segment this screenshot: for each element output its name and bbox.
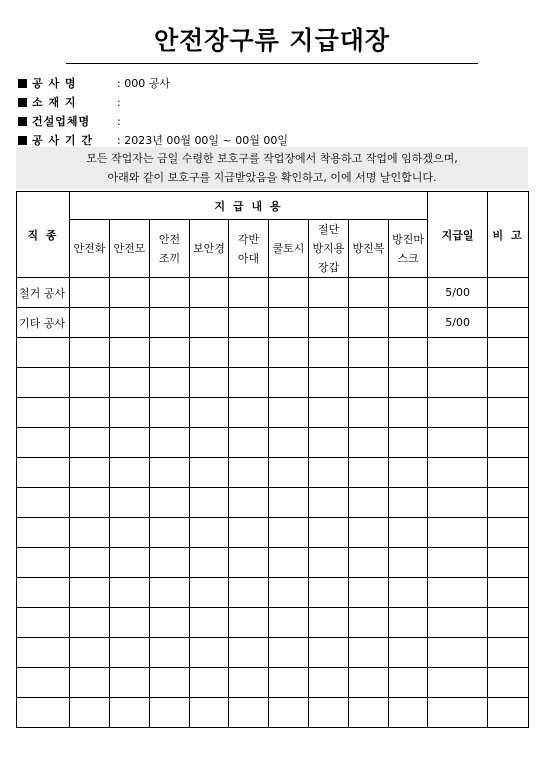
- cell-signature[interactable]: [389, 428, 428, 458]
- cell-signature[interactable]: [309, 488, 349, 518]
- cell-job[interactable]: [17, 608, 70, 638]
- cell-job[interactable]: [17, 398, 70, 428]
- cell-signature[interactable]: [110, 698, 150, 728]
- cell-signature[interactable]: [150, 368, 190, 398]
- cell-signature[interactable]: [269, 428, 309, 458]
- cell-signature[interactable]: [389, 338, 428, 368]
- info-row-company: [18, 112, 288, 131]
- cell-signature[interactable]: [150, 308, 190, 338]
- cell-signature[interactable]: [269, 488, 309, 518]
- table-row: [17, 638, 529, 668]
- cell-signature[interactable]: [110, 368, 150, 398]
- cell-signature[interactable]: [269, 308, 309, 338]
- cell-signature[interactable]: [190, 668, 229, 698]
- cell-signature[interactable]: [269, 698, 309, 728]
- cell-signature[interactable]: [309, 278, 349, 308]
- cell-signature[interactable]: [150, 278, 190, 308]
- info-value: :: [117, 96, 121, 109]
- cell-date[interactable]: [428, 458, 488, 488]
- cell-signature[interactable]: [389, 518, 428, 548]
- cell-note[interactable]: [488, 488, 529, 518]
- cell-job[interactable]: [17, 548, 70, 578]
- cell-signature[interactable]: [229, 338, 269, 368]
- header-item-goggles: 보안경: [190, 220, 229, 278]
- cell-signature[interactable]: [349, 668, 389, 698]
- cell-signature[interactable]: [229, 458, 269, 488]
- cell-note[interactable]: [488, 428, 529, 458]
- cell-date[interactable]: 5/00: [428, 278, 488, 308]
- cell-signature[interactable]: [389, 308, 428, 338]
- square-bullet-icon: [18, 117, 27, 126]
- square-bullet-icon: [18, 136, 27, 145]
- cell-signature[interactable]: [389, 458, 428, 488]
- cell-signature[interactable]: [229, 368, 269, 398]
- project-info: [18, 74, 288, 150]
- cell-signature[interactable]: [309, 518, 349, 548]
- cell-job[interactable]: [17, 578, 70, 608]
- cell-job[interactable]: [17, 338, 70, 368]
- cell-signature[interactable]: [110, 458, 150, 488]
- cell-signature[interactable]: [309, 638, 349, 668]
- cell-signature[interactable]: [269, 638, 309, 668]
- cell-signature[interactable]: [70, 608, 110, 638]
- notice-line: 모든 작업자는 금일 수령한 보호구를 작업장에서 착용하고 작업에 임하겠으며,: [86, 152, 458, 165]
- header-item-safety-vest: 안전 조끼: [150, 220, 190, 278]
- square-bullet-icon: [18, 98, 27, 107]
- info-row-location: [18, 93, 288, 112]
- cell-signature[interactable]: [229, 608, 269, 638]
- cell-signature[interactable]: [110, 488, 150, 518]
- header-note: 비 고: [488, 192, 529, 278]
- cell-date[interactable]: [428, 548, 488, 578]
- cell-signature[interactable]: [269, 608, 309, 638]
- cell-signature[interactable]: [269, 548, 309, 578]
- cell-signature[interactable]: [190, 608, 229, 638]
- cell-signature[interactable]: [70, 518, 110, 548]
- cell-signature[interactable]: [70, 488, 110, 518]
- table-row: [17, 578, 529, 608]
- cell-signature[interactable]: [190, 518, 229, 548]
- cell-signature[interactable]: [309, 398, 349, 428]
- cell-note[interactable]: [488, 698, 529, 728]
- cell-signature[interactable]: [349, 428, 389, 458]
- cell-signature[interactable]: [269, 458, 309, 488]
- cell-signature[interactable]: [269, 278, 309, 308]
- cell-signature[interactable]: [190, 308, 229, 338]
- cell-signature[interactable]: [70, 458, 110, 488]
- cell-job[interactable]: [17, 428, 70, 458]
- cell-date[interactable]: [428, 428, 488, 458]
- cell-signature[interactable]: [110, 428, 150, 458]
- table-row: [17, 518, 529, 548]
- cell-signature[interactable]: [190, 638, 229, 668]
- cell-signature[interactable]: [150, 398, 190, 428]
- info-label: 공 사 기 간: [32, 134, 93, 147]
- info-label: 건설업체명: [32, 115, 91, 128]
- cell-job[interactable]: [17, 488, 70, 518]
- cell-date[interactable]: [428, 338, 488, 368]
- cell-note[interactable]: [488, 308, 529, 338]
- cell-signature[interactable]: [229, 668, 269, 698]
- cell-signature[interactable]: [150, 518, 190, 548]
- cell-job[interactable]: [17, 458, 70, 488]
- cell-signature[interactable]: [190, 368, 229, 398]
- cell-signature[interactable]: [70, 278, 110, 308]
- cell-signature[interactable]: [110, 398, 150, 428]
- info-row-project-name: [18, 74, 288, 93]
- header-item-gaiters: 각반 아대: [229, 220, 269, 278]
- cell-signature[interactable]: [150, 458, 190, 488]
- cell-signature[interactable]: [190, 338, 229, 368]
- cell-signature[interactable]: [349, 548, 389, 578]
- cell-signature[interactable]: [229, 428, 269, 458]
- cell-signature[interactable]: [349, 608, 389, 638]
- table-row: [17, 428, 529, 458]
- cell-signature[interactable]: [349, 488, 389, 518]
- info-label: 소 재 지: [32, 96, 77, 109]
- header-job: 직 종: [17, 192, 70, 278]
- info-value: : 2023년 00월 00일 ~ 00월 00일: [117, 134, 289, 147]
- cell-note[interactable]: [488, 518, 529, 548]
- header-supply-group: 지 급 내 용: [70, 192, 428, 220]
- cell-signature[interactable]: [190, 428, 229, 458]
- cell-signature[interactable]: [389, 548, 428, 578]
- cell-job[interactable]: [17, 668, 70, 698]
- cell-signature[interactable]: [389, 668, 428, 698]
- header-item-safety-shoes: 안전화: [70, 220, 110, 278]
- cell-note[interactable]: [488, 368, 529, 398]
- header-item-cool-sleeves: 쿨토시: [269, 220, 309, 278]
- cell-signature[interactable]: [269, 668, 309, 698]
- cell-date[interactable]: 5/00: [428, 308, 488, 338]
- table-row: [17, 278, 529, 308]
- cell-signature[interactable]: [349, 368, 389, 398]
- cell-date[interactable]: [428, 608, 488, 638]
- cell-signature[interactable]: [309, 698, 349, 728]
- cell-signature[interactable]: [309, 548, 349, 578]
- cell-signature[interactable]: [309, 308, 349, 338]
- cell-signature[interactable]: [110, 518, 150, 548]
- cell-job[interactable]: [17, 368, 70, 398]
- cell-date[interactable]: [428, 698, 488, 728]
- cell-date[interactable]: [428, 398, 488, 428]
- cell-signature[interactable]: [389, 398, 428, 428]
- cell-signature[interactable]: [190, 548, 229, 578]
- cell-signature[interactable]: [229, 278, 269, 308]
- header-item-dust-mask: 방진마 스크: [389, 220, 428, 278]
- cell-note[interactable]: [488, 578, 529, 608]
- cell-signature[interactable]: [349, 278, 389, 308]
- cell-signature[interactable]: [190, 698, 229, 728]
- cell-signature[interactable]: [190, 278, 229, 308]
- cell-note[interactable]: [488, 458, 529, 488]
- info-label: 공 사 명: [32, 77, 77, 90]
- notice-box: [16, 147, 528, 189]
- table-row: [17, 338, 529, 368]
- cell-date[interactable]: [428, 668, 488, 698]
- cell-date[interactable]: [428, 488, 488, 518]
- cell-signature[interactable]: [70, 698, 110, 728]
- cell-signature[interactable]: [349, 698, 389, 728]
- cell-signature[interactable]: [229, 548, 269, 578]
- cell-signature[interactable]: [349, 308, 389, 338]
- cell-signature[interactable]: [150, 578, 190, 608]
- cell-signature[interactable]: [349, 338, 389, 368]
- cell-signature[interactable]: [150, 638, 190, 668]
- distribution-table: [16, 191, 529, 728]
- cell-signature[interactable]: [269, 338, 309, 368]
- cell-signature[interactable]: [70, 668, 110, 698]
- cell-signature[interactable]: [349, 638, 389, 668]
- cell-signature[interactable]: [70, 368, 110, 398]
- cell-note[interactable]: [488, 338, 529, 368]
- cell-signature[interactable]: [150, 428, 190, 458]
- cell-signature[interactable]: [110, 608, 150, 638]
- cell-note[interactable]: [488, 638, 529, 668]
- cell-signature[interactable]: [110, 308, 150, 338]
- cell-job[interactable]: [17, 638, 70, 668]
- cell-signature[interactable]: [389, 698, 428, 728]
- cell-signature[interactable]: [150, 668, 190, 698]
- cell-signature[interactable]: [309, 368, 349, 398]
- cell-job[interactable]: 철거 공사: [17, 278, 70, 308]
- table-row: [17, 488, 529, 518]
- table-row: [17, 698, 529, 728]
- cell-signature[interactable]: [110, 578, 150, 608]
- cell-signature[interactable]: [309, 428, 349, 458]
- cell-signature[interactable]: [309, 458, 349, 488]
- cell-signature[interactable]: [150, 338, 190, 368]
- cell-signature[interactable]: [110, 548, 150, 578]
- document-title: 안전장구류 지급대장: [153, 26, 391, 55]
- cell-date[interactable]: [428, 638, 488, 668]
- title-underline: [66, 63, 478, 64]
- cell-signature[interactable]: [229, 488, 269, 518]
- cell-signature[interactable]: [309, 338, 349, 368]
- cell-note[interactable]: [488, 668, 529, 698]
- cell-date[interactable]: [428, 518, 488, 548]
- cell-signature[interactable]: [269, 578, 309, 608]
- cell-note[interactable]: [488, 548, 529, 578]
- square-bullet-icon: [18, 79, 27, 88]
- cell-signature[interactable]: [70, 398, 110, 428]
- cell-signature[interactable]: [70, 308, 110, 338]
- cell-signature[interactable]: [309, 578, 349, 608]
- cell-signature[interactable]: [389, 608, 428, 638]
- cell-signature[interactable]: [70, 548, 110, 578]
- cell-signature[interactable]: [389, 578, 428, 608]
- cell-signature[interactable]: [70, 578, 110, 608]
- cell-signature[interactable]: [150, 548, 190, 578]
- cell-signature[interactable]: [70, 638, 110, 668]
- cell-signature[interactable]: [110, 278, 150, 308]
- cell-signature[interactable]: [190, 488, 229, 518]
- header-item-helmet: 안전모: [110, 220, 150, 278]
- cell-signature[interactable]: [349, 398, 389, 428]
- cell-note[interactable]: [488, 398, 529, 428]
- cell-signature[interactable]: [229, 308, 269, 338]
- cell-signature[interactable]: [269, 368, 309, 398]
- cell-signature[interactable]: [70, 338, 110, 368]
- cell-signature[interactable]: [229, 398, 269, 428]
- cell-signature[interactable]: [389, 368, 428, 398]
- cell-job[interactable]: 기타 공사: [17, 308, 70, 338]
- table-row: [17, 308, 529, 338]
- cell-signature[interactable]: [110, 668, 150, 698]
- table-row: [17, 458, 529, 488]
- info-value: :: [117, 115, 121, 128]
- cell-signature[interactable]: [229, 698, 269, 728]
- cell-signature[interactable]: [190, 578, 229, 608]
- cell-signature[interactable]: [110, 338, 150, 368]
- table-row: [17, 368, 529, 398]
- table-row: [17, 608, 529, 638]
- header-date: 지급일: [428, 192, 488, 278]
- cell-signature[interactable]: [190, 398, 229, 428]
- header-item-cut-gloves: 절단 방지용 장갑: [309, 220, 349, 278]
- cell-signature[interactable]: [229, 518, 269, 548]
- cell-signature[interactable]: [349, 578, 389, 608]
- cell-note[interactable]: [488, 608, 529, 638]
- cell-signature[interactable]: [110, 638, 150, 668]
- cell-date[interactable]: [428, 368, 488, 398]
- cell-job[interactable]: [17, 518, 70, 548]
- notice-line: 아래와 같이 보호구를 지급받았음을 확인하고, 이에 서명 날인합니다.: [107, 171, 437, 184]
- table-row: [17, 548, 529, 578]
- header-row: [17, 192, 529, 220]
- cell-signature[interactable]: [190, 458, 229, 488]
- cell-signature[interactable]: [150, 608, 190, 638]
- cell-signature[interactable]: [309, 608, 349, 638]
- cell-signature[interactable]: [389, 638, 428, 668]
- cell-signature[interactable]: [269, 398, 309, 428]
- table-row: [17, 668, 529, 698]
- cell-signature[interactable]: [150, 488, 190, 518]
- cell-signature[interactable]: [389, 278, 428, 308]
- cell-signature[interactable]: [229, 578, 269, 608]
- cell-signature[interactable]: [309, 668, 349, 698]
- cell-signature[interactable]: [389, 488, 428, 518]
- header-item-dust-suit: 방진복: [349, 220, 389, 278]
- cell-note[interactable]: [488, 278, 529, 308]
- table-row: [17, 398, 529, 428]
- cell-signature[interactable]: [269, 518, 309, 548]
- cell-signature[interactable]: [349, 458, 389, 488]
- cell-signature[interactable]: [150, 698, 190, 728]
- cell-signature[interactable]: [349, 518, 389, 548]
- cell-signature[interactable]: [229, 638, 269, 668]
- cell-signature[interactable]: [70, 428, 110, 458]
- cell-date[interactable]: [428, 578, 488, 608]
- info-value: : 000 공사: [117, 77, 170, 90]
- cell-job[interactable]: [17, 698, 70, 728]
